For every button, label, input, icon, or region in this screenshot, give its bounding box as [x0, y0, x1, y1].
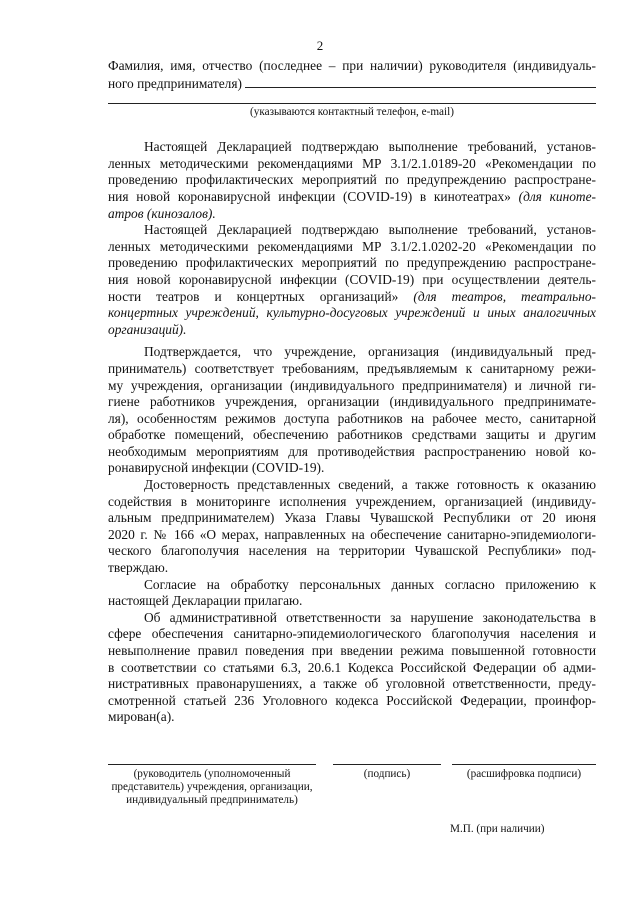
italic-note: (для кинотe-: [518, 188, 596, 204]
paragraph-liability: [108, 610, 596, 726]
text-line: 2020 г. № 166 «О мерах, направленных на обеспечение санитарно-эпидемиологи-: [108, 526, 596, 542]
text-line: тверждаю.: [108, 560, 169, 576]
italic-note: концертных учреждений, культурно-досуговых учреждений и иных аналогичных: [108, 305, 596, 321]
paragraph-consent: [108, 577, 596, 610]
text-line: Согласие на обработку персональных данных согласно приложению к: [144, 576, 596, 592]
signatory-role-caption: представитель) учреждения, организации,: [111, 781, 313, 794]
text-line: обработке помещений, обеспечению работников средствами защиты и другим: [108, 427, 596, 443]
italic-note: организаций).: [108, 321, 187, 337]
text-line: содействия в мониторинге исполнения учреждением, организацией (индивиду-: [108, 493, 596, 509]
text-line: мирован(а).: [108, 709, 175, 725]
text-line: ленных методическими рекомендациями МР 3.1/2.1.0202-20 «Рекомендации по: [108, 238, 596, 254]
text-line: настоящей Декларации прилагаю.: [108, 593, 303, 609]
signature-field[interactable]: [333, 764, 441, 781]
text-line: [108, 322, 596, 339]
text-line: ческого благополучия населения на территории Чувашской Республики» под-: [108, 543, 596, 559]
signature-blank[interactable]: [333, 764, 441, 765]
text-line: [108, 289, 596, 306]
manager-name-label-line1: Фамилия, имя, отчество (последнее – при наличии) руководителя (индивидуаль-: [108, 58, 596, 73]
manager-name-line2: [108, 75, 596, 93]
paragraph-theaters: [108, 222, 596, 338]
text-line: проведению профилактических мероприятий по предупреждению распростране-: [108, 255, 596, 271]
contact-blank[interactable]: [108, 103, 596, 104]
stamp-note: М.П. (при наличии): [450, 823, 545, 835]
signatory-role-caption: (руководитель (уполномоченный: [133, 768, 291, 780]
text-line: ленных методическими рекомендациями МР 3.1/2.1.0189-20 «Рекомендации по: [108, 155, 596, 171]
manager-name-blank[interactable]: [245, 75, 596, 88]
signature-decoding-caption: (расшифровка подписи): [466, 768, 582, 780]
text-line: [108, 189, 596, 206]
text-line: [108, 305, 596, 322]
paragraph-compliance: [108, 344, 596, 477]
text-line: альным предпринимателем) Указа Главы Чувашской Республики от 20 июня: [108, 510, 596, 526]
text-line: проведению профилактических мероприятий по предупреждению распростране-: [108, 172, 596, 188]
text-line: приниматель) соответствует требованиям, предъявляемым к санитарному режи-: [108, 360, 596, 376]
text-line: Настоящей Декларацией подтверждаю выполнение требований, установ-: [144, 139, 596, 155]
text-line: нистративных правонарушениях, а также об уголовной ответственности, преду-: [108, 676, 596, 692]
text-span: ности театров и концертных организаций»: [108, 288, 399, 304]
text-line: Подтверждается, что учреждение, организация (индивидуальный пред-: [144, 344, 596, 360]
text-line: в соответствии со статьями 6.3, 20.6.1 Кодекса Российской Федерации об адми-: [108, 659, 596, 675]
signatory-role-field[interactable]: [108, 764, 316, 808]
signature-block: [108, 764, 596, 824]
text-line: му учреждения, организации (индивидуального предпринимателя) и личной ги-: [108, 377, 596, 393]
italic-note: (для театров, театрально-: [413, 288, 596, 304]
text-line: Об административной ответственности за нарушение законодательства в: [144, 609, 596, 625]
text-line: необходимым мероприятиям для противодействия распространению новой ко-: [108, 443, 596, 459]
manager-name-field: [108, 58, 596, 92]
signature-decoding-field[interactable]: [452, 764, 596, 781]
signature-decoding-blank[interactable]: [452, 764, 596, 765]
text-line: ния новой коронавирусной инфекции (COVID-19) при осуществлении деятель-: [108, 271, 596, 287]
manager-name-label-line2: ного предпринимателя): [108, 75, 242, 91]
italic-note: атров (кинозалов).: [108, 205, 216, 221]
declaration-body: [108, 58, 596, 726]
text-line: смотренной статьей 236 Уголовного кодекса Российской Федерации, проинфор-: [108, 692, 596, 708]
signature-caption: (подпись): [363, 768, 411, 780]
text-line: гиене работников учреждения, организации (индивидуального предпринимате-: [108, 394, 596, 410]
signatory-role-blank[interactable]: [108, 764, 316, 765]
signatory-role-caption: индивидуальный предприниматель): [126, 794, 298, 807]
text-span: ния новой коронавирусной инфекции (COVID-19) в кинотеатрах»: [108, 188, 511, 204]
text-line: Настоящей Декларацией подтверждаю выполнение требований, установ-: [144, 222, 596, 238]
text-line: [108, 206, 596, 223]
contact-caption: (указываются контактный телефон, e-mail): [250, 106, 454, 119]
paragraph-reliability: [108, 477, 596, 577]
text-line: Достоверность представленных сведений, а также готовность к оказанию: [144, 477, 596, 493]
text-line: ля), особенностям режимов доступа работников на рабочее место, санитарной: [108, 410, 596, 426]
text-line: ронавирусной инфекции (COVID-19).: [108, 460, 325, 476]
paragraph-cinemas: [108, 139, 596, 222]
text-line: невыполнение правил поведения при введении режима повышенной готовности: [108, 643, 596, 658]
page-number: 2: [316, 38, 324, 53]
text-line: сфере обеспечения санитарно-эпидемиологического благополучия населения и: [108, 626, 596, 642]
